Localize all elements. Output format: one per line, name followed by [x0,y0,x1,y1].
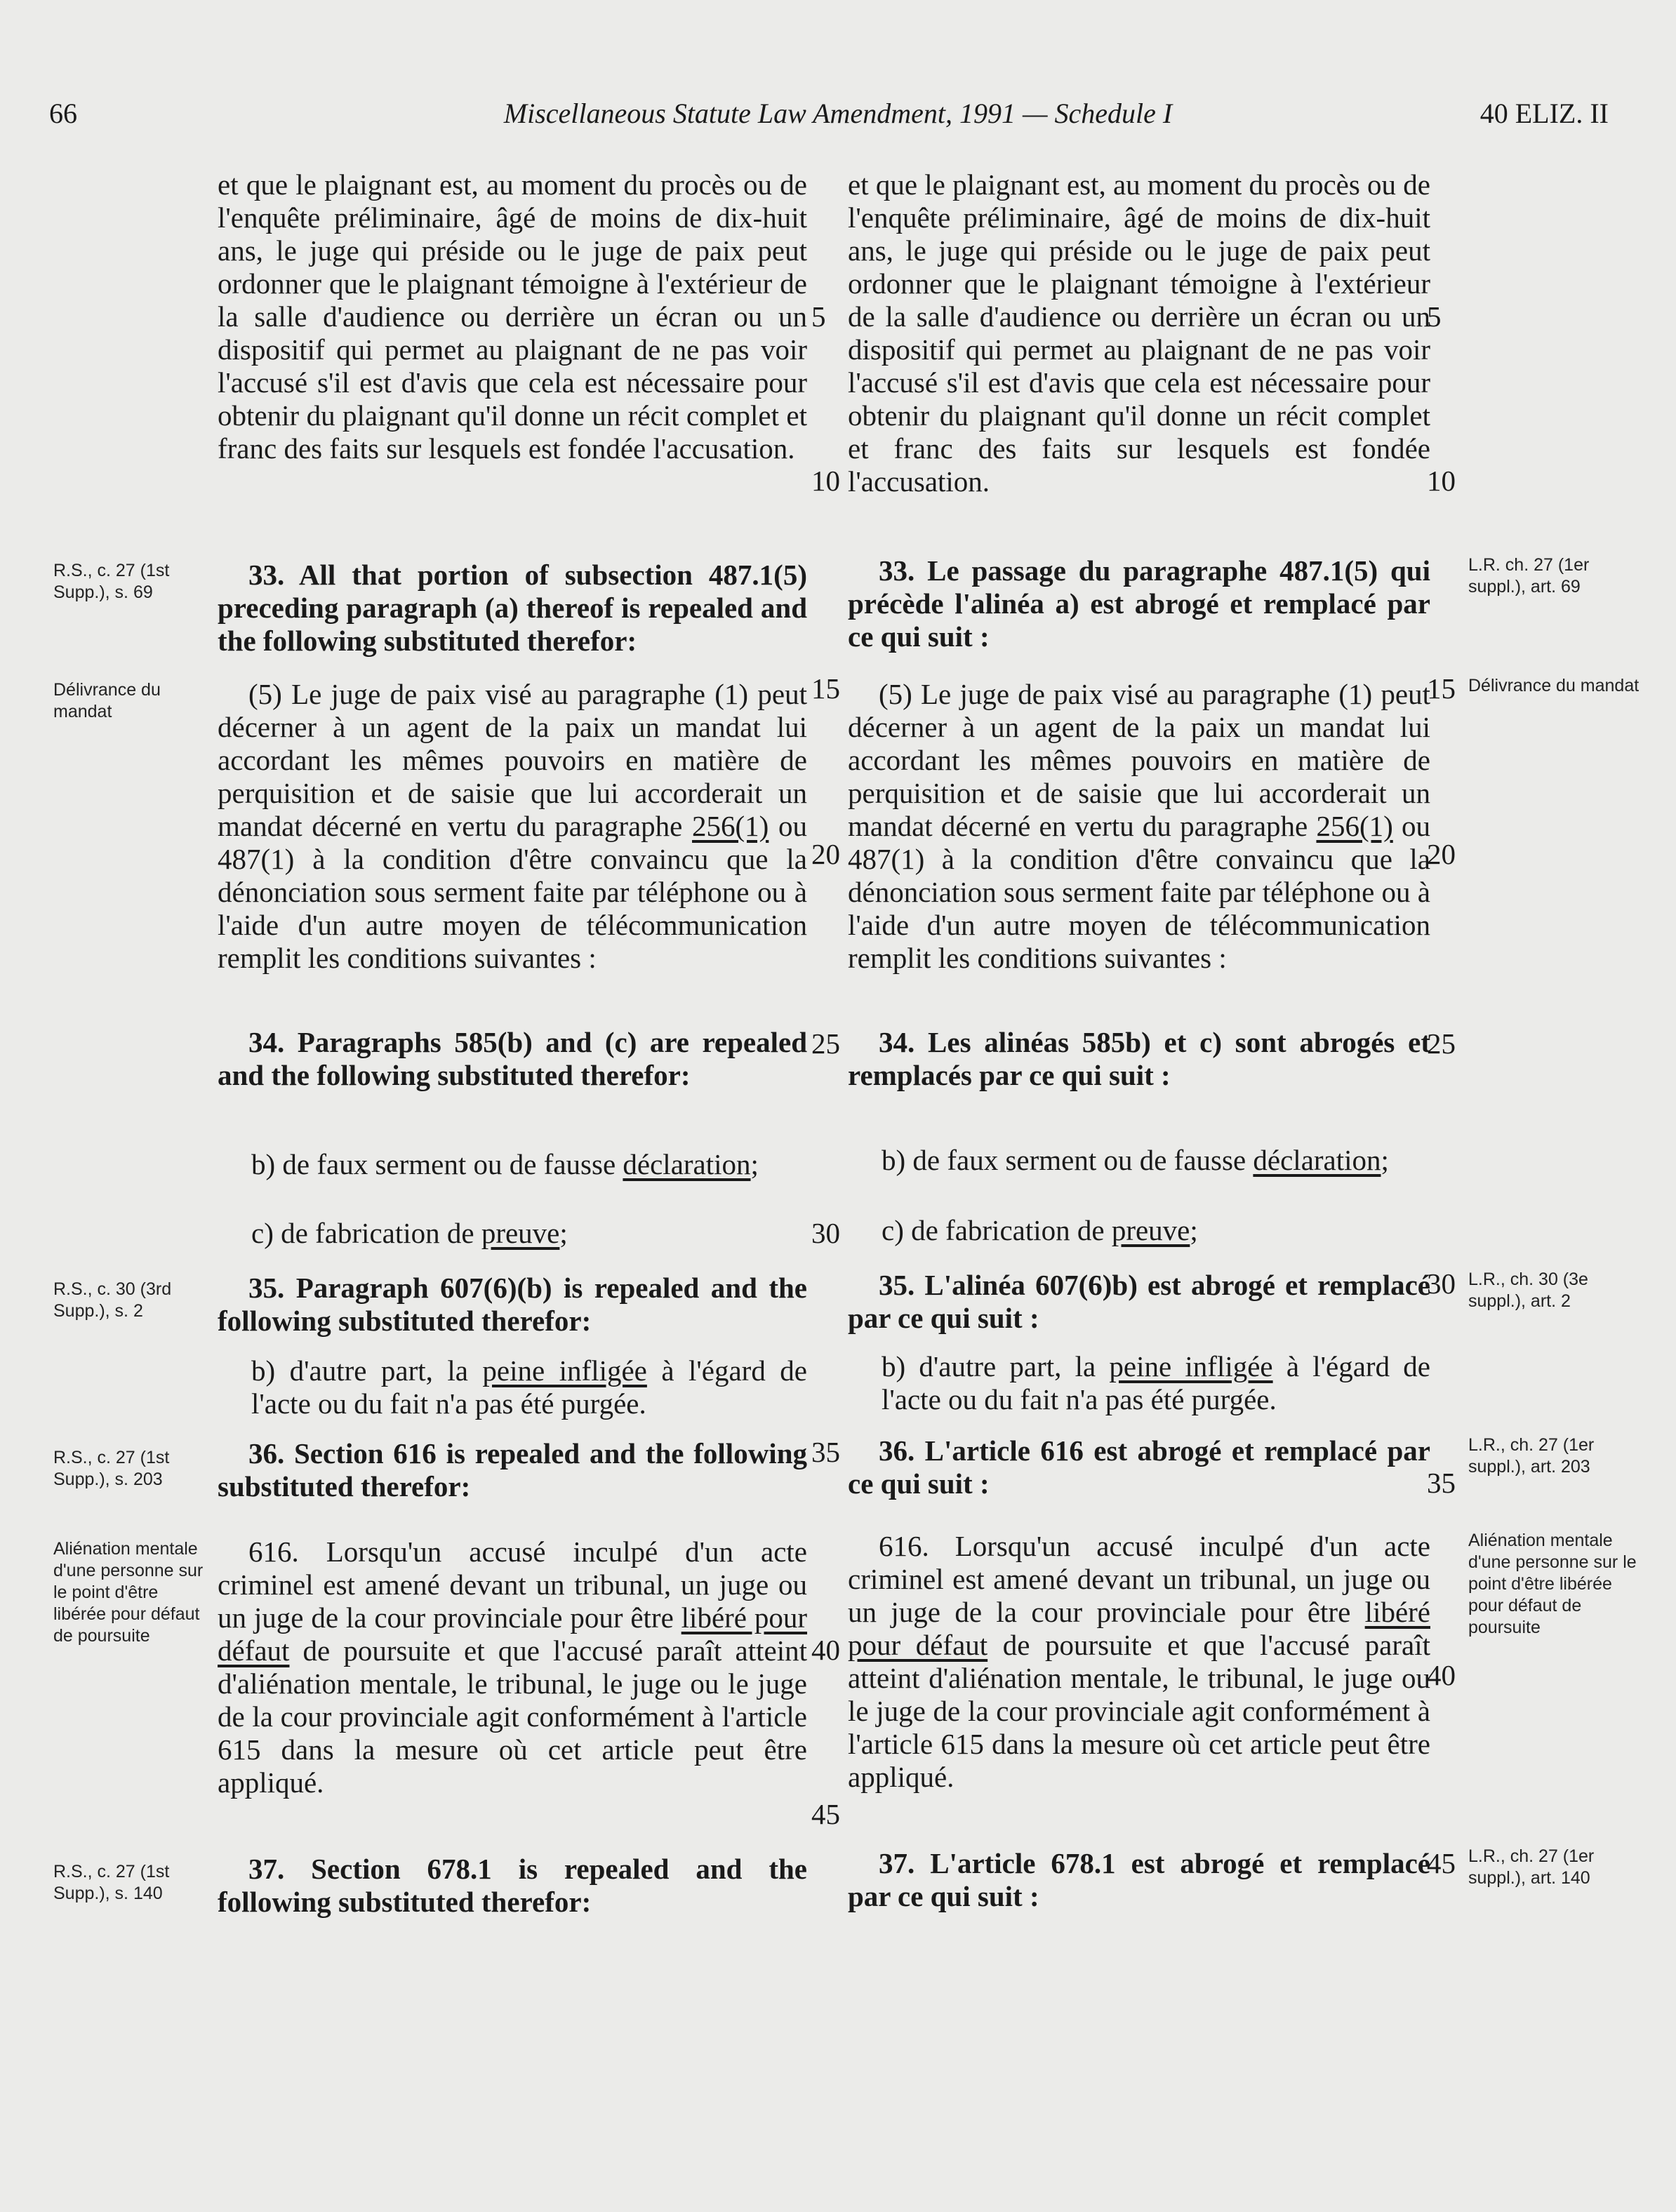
amended-text: preuve [1111,1214,1190,1246]
line-number: 10 [1427,465,1456,497]
section-33-heading: 33. Le passage du paragraphe 487.1(5) qui précède l'alinéa a) est abrogé et remplacé par ce qui suit : [848,554,1430,653]
margin-note-left-s36: R.S., c. 27 (1st Supp.), s. 203 [53,1448,170,1489]
amended-text: peine infligée [482,1354,647,1387]
line-number: 15 [1427,672,1456,705]
section-34-heading: 34. Les alinéas 585b) et c) sont abrogés et remplacés par ce qui suit : [848,1026,1430,1091]
intro-paragraph: et que le plaignant est, au moment du procès ou de l'enquête préliminaire, âgé de moins de dix-huit ans, le juge qui préside ou le juge de paix peut ordonner que le plaignant témoigne à l'extérieur de la salle d'audience ou derrière un écran ou un dispositif qui permet au plaignant de ne pas voir l'accusé s'il est d'avis que cela est nécessaire pour obtenir du plaignant qu'il donne un récit complet et franc des faits sur lesquels est fondée l'accusation. [218,168,807,465]
line-number: 45 [811,1798,840,1830]
line-number: 30 [811,1217,840,1249]
section-34-heading: 34. Paragraphs 585(b) and (c) are repealed and the following substituted therefor: [218,1026,807,1091]
margin-note-left-s35: R.S., c. 30 (3rd Supp.), s. 2 [53,1279,172,1321]
line-number: 40 [811,1634,840,1666]
intro-paragraph: et que le plaignant est, au moment du procès ou de l'enquête préliminaire, âgé de moins de dix-huit ans, le juge qui préside ou le juge de paix peut ordonner que le plaignant témoigne à l'extérieur de la salle d'audience ou derrière un écran ou un dispositif qui permet au plaignant de ne pas voir l'accusé s'il est d'avis que cela est nécessaire pour obtenir du plaignant qu'il donne un récit complet et franc des faits sur lesquels est fondée l'accusation. [848,168,1431,498]
line-number: 35 [1427,1467,1456,1499]
section-34-para-c: c) de fabrication de preuve; [882,1214,1198,1246]
line-number: 30 [1427,1267,1456,1300]
section-33-heading: 33. All that portion of subsection 487.1(5) preceding paragraph (a) thereof is repealed and the following substituted therefor: [218,559,807,657]
section-35-para-b: b) d'autre part, la peine infligée à l'égard de l'acte ou du fait n'a pas été purgée. [882,1350,1430,1415]
running-title: Miscellaneous Statute Law Amendment, 1991 — Schedule I [503,98,1173,129]
section-37-heading: 37. L'article 678.1 est abrogé et remplacé par ce qui suit : [848,1847,1430,1912]
section-37-heading: 37. Section 678.1 is repealed and the following substituted therefor: [218,1853,807,1918]
amended-text: libéré pour défaut [848,1596,1430,1661]
line-number: 20 [1427,838,1456,870]
margin-note-right-s33: L.R. ch. 27 (1er suppl.), art. 69 [1468,555,1590,597]
amended-text: preuve [481,1217,560,1249]
section-36-heading: 36. L'article 616 est abrogé et remplacé par ce qui suit : [848,1434,1430,1500]
regnal-year: 40 ELIZ. II [1479,98,1609,129]
line-number: 15 [811,672,840,705]
section-616-text: 616. Lorsqu'un accusé inculpé d'un acte criminel est amené devant un tribunal, un juge ou un juge de la cour provinciale pour être libéré pour défaut de poursuite et que l'accusé paraît atteint d'aliénation mentale, le tribunal, le juge ou le juge de la cour provinciale agit conformément à l'article 615 dans la mesure où cet article peut être appliqué. [218,1535,808,1799]
section-33-text: (5) Le juge de paix visé au paragraphe (1) peut décerner à un agent de la paix un mandat lui accordant les mêmes pouvoirs en matière de perquisition et de saisie que lui accorderait un mandat décerné en vertu du paragraphe 256(1) ou 487(1) à la condition d'être convaincu que la dénonciation sous serment faite par téléphone ou à l'aide d'un autre moyen de télécommunication remplit les conditions suivantes : [848,678,1430,974]
margin-note-left-s33: R.S., c. 27 (1st Supp.), s. 69 [53,561,170,602]
line-number: 25 [811,1027,840,1060]
page-number: 66 [49,98,77,129]
section-34-para-b: b) de faux serment ou de fausse déclaration; [882,1144,1389,1176]
line-number: 40 [1427,1659,1456,1691]
line-number: 5 [1427,300,1442,333]
margin-note-right-s36: L.R., ch. 27 (1er suppl.), art. 203 [1468,1435,1595,1477]
margin-note-right-s35: L.R., ch. 30 (3e suppl.), art. 2 [1468,1270,1588,1311]
section-34-para-c: c) de fabrication de preuve; [251,1217,568,1249]
line-number: 25 [1427,1027,1456,1060]
section-36-heading: 36. Section 616 is repealed and the following substituted therefor: [218,1437,807,1503]
amended-text: 256(1) [692,810,769,842]
section-35-heading: 35. L'alinéa 607(6)b) est abrogé et remplacé par ce qui suit : [848,1269,1430,1334]
line-number: 5 [811,300,826,333]
line-number: 35 [811,1436,840,1468]
line-number: 10 [811,465,840,497]
amended-text: déclaration [1253,1144,1381,1176]
margin-note-left-s37: R.S., c. 27 (1st Supp.), s. 140 [53,1862,170,1903]
margin-note-left-delivrance: Délivrance du mandat [53,680,161,721]
amended-text: 256(1) [1316,810,1393,842]
section-616-text: 616. Lorsqu'un accusé inculpé d'un acte criminel est amené devant un tribunal, un juge ou un juge de la cour provinciale pour être libéré pour défaut de poursuite et que l'accusé paraît atteint d'aliénation mentale, le tribunal, le juge ou le juge de la cour provinciale agit conformément à l'article 615 dans la mesure où cet article peut être appliqué. [848,1530,1431,1793]
margin-note-left-alienation: Aliénation mentale d'une personne sur le point d'être libérée pour défaut de poursuite [53,1539,204,1646]
amended-text: peine infligée [1109,1350,1273,1382]
section-35-heading: 35. Paragraph 607(6)(b) is repealed and the following substituted therefor: [218,1272,807,1337]
section-35-para-b: b) d'autre part, la peine infligée à l'égard de l'acte ou du fait n'a pas été purgée. [251,1354,807,1420]
line-number: 45 [1427,1847,1456,1879]
margin-note-right-delivrance: Délivrance du mandat [1468,676,1640,695]
section-33-text: (5) Le juge de paix visé au paragraphe (1) peut décerner à un agent de la paix un mandat lui accordant les mêmes pouvoirs en matière de perquisition et de saisie que lui accorderait un mandat décerné en vertu du paragraphe 256(1) ou 487(1) à la condition d'être convaincu que la dénonciation sous serment faite par téléphone ou à l'aide d'un autre moyen de télécommunication remplit les conditions suivantes : [218,678,807,974]
amended-text: déclaration [623,1148,751,1180]
amended-text: libéré pour défaut [218,1601,808,1667]
margin-note-right-s37: L.R., ch. 27 (1er suppl.), art. 140 [1468,1846,1595,1888]
section-34-para-b: b) de faux serment ou de fausse déclaration; [251,1148,759,1180]
line-number: 20 [811,838,840,870]
margin-note-right-alienation: Aliénation mentale d'une personne sur le point d'être libérée pour défaut de poursuite [1468,1531,1637,1637]
